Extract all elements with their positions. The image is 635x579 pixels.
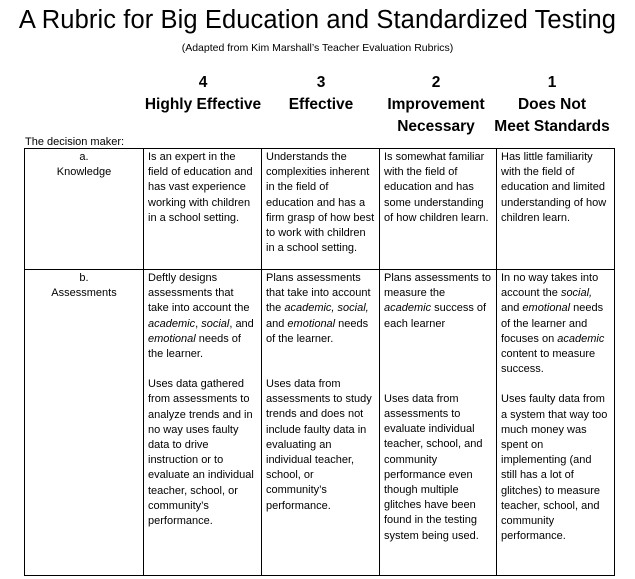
rubric-cell (380, 270, 497, 576)
rubric-cell (144, 270, 262, 576)
level-1-label-line2: Meet Standards (494, 118, 610, 135)
level-1-label-line1: Does Not (517, 96, 587, 113)
rubric-paragraph: Uses data from assessments to evaluate individual teacher, school, and community performance even though multiple glitches have been found in the testing system being used. (384, 392, 483, 542)
rubric-cell: Has little familiarity with the field of education and limited understanding of how children learn. (497, 149, 615, 270)
rubric-paragraph: Uses data from assessments to study trends and does not include faulty data in evaluating an individual teacher, school, or community’s performance. (266, 378, 372, 512)
criterion-letter: b. (79, 272, 89, 284)
level-1-header (493, 72, 611, 138)
rubric-table (24, 148, 615, 576)
criterion-letter: a. (79, 151, 89, 163)
page-title: A Rubric for Big Education and Standardized Testing (18, 6, 617, 34)
rubric-cell: Understands the complexities inherent in the field of education and has a firm grasp of how best to work with children in a school setting. (262, 149, 380, 270)
level-3-header (262, 72, 380, 116)
rubric-cell (497, 270, 615, 576)
level-3-label: Effective (288, 96, 354, 113)
criterion-name: Assessments (51, 287, 117, 300)
level-1-number: 1 (547, 74, 557, 91)
level-3-number: 3 (316, 74, 326, 91)
level-4-number: 4 (198, 74, 208, 91)
level-4-header (143, 72, 263, 116)
rubric-cell: Is somewhat familiar with the field of education and has some understanding of how children learn. (380, 149, 497, 270)
rubric-cell: Is an expert in the field of education and has vast experience working with children in a school setting. (144, 149, 262, 270)
rubric-cell (262, 270, 380, 576)
criterion-name: Knowledge (56, 166, 112, 179)
table-row (25, 270, 615, 576)
page-subtitle: (Adapted from Kim Marshall’s Teacher Evaluation Rubrics) (181, 42, 454, 54)
rubric-paragraph: Uses data gathered from assessments to analyze trends and in no way uses faulty data to drive instruction or to evaluate an individual teacher, school, or community’s performance. (148, 378, 254, 528)
level-2-label-line2: Necessary (397, 118, 475, 135)
rubric-paragraph: Plans assessments to measure the academic success of each learner (384, 272, 491, 330)
rubric-paragraph: Uses faulty data from a system that way too much money was spent on implementing (and still has a lot of glitches) to measure teacher, school, and community performance. (501, 393, 608, 543)
level-2-header (377, 72, 495, 138)
level-4-label: Highly Effective (144, 96, 262, 113)
rubric-paragraph: In no way takes into account the social, and emotional needs of the learner and focuses on academic content to measure success. (501, 272, 605, 376)
rubric-paragraph: Plans assessments that take into account the academic, social, and emotional needs of the learner. (266, 272, 371, 345)
decision-maker-label: The decision maker: (25, 136, 125, 148)
criterion-cell-knowledge (25, 149, 144, 270)
level-2-number: 2 (431, 74, 441, 91)
level-2-label-line1: Improvement (387, 96, 485, 113)
criterion-cell-assessments (25, 270, 144, 576)
rubric-paragraph: Deftly designs assessments that take into account the academic, social, and emotional needs of the learner. (148, 272, 254, 361)
table-row (25, 149, 615, 270)
